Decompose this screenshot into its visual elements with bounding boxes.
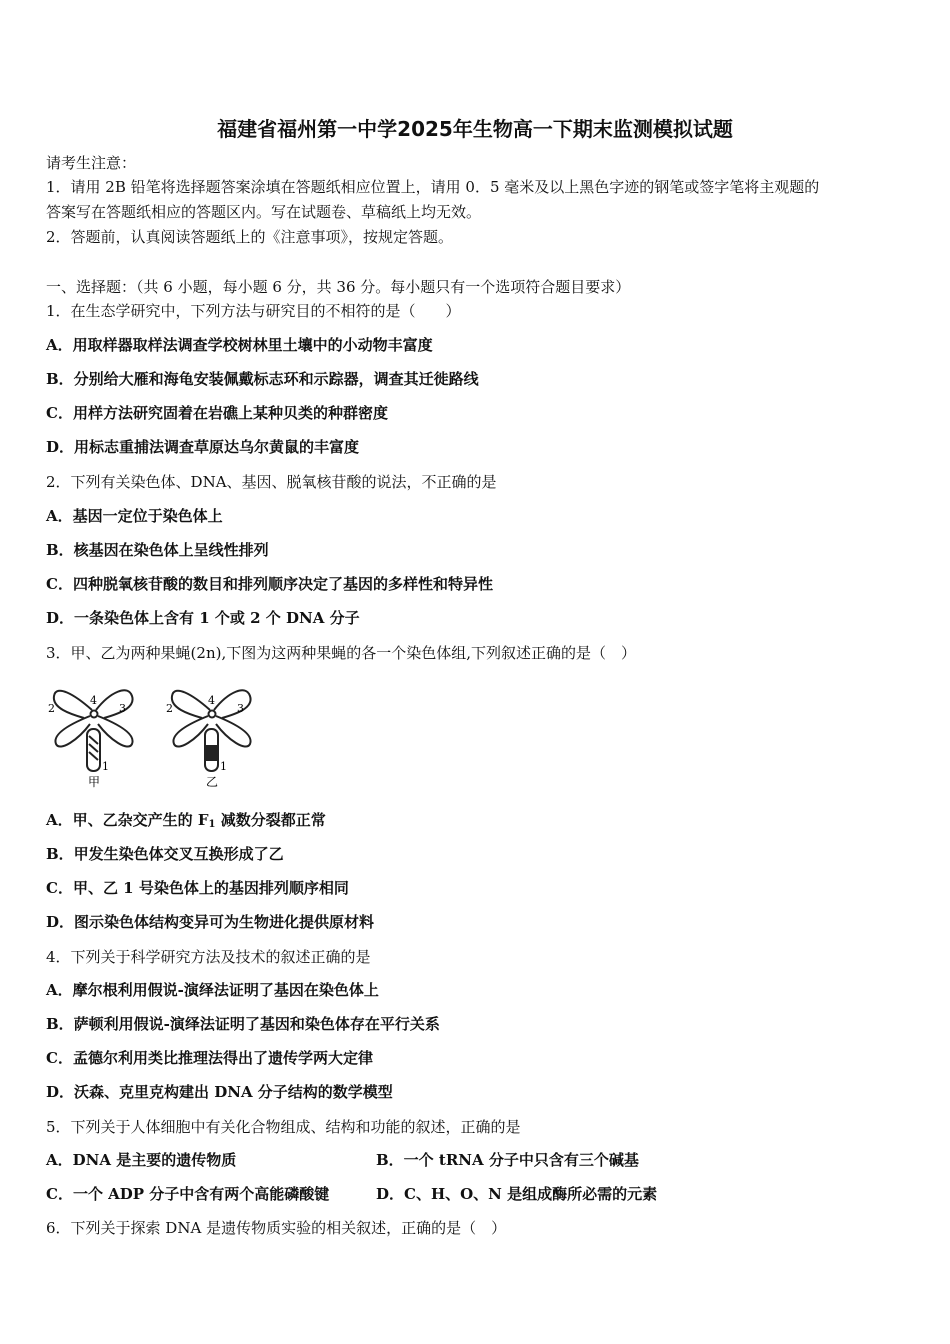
- question-1-option-b: B．分别给大雁和海龟安装佩戴标志环和示踪器，调查其迁徙路线: [46, 370, 479, 388]
- yi-label-2: 2: [166, 702, 173, 715]
- question-4-option-c: C．孟德尔利用类比推理法得出了遗传学两大定律: [46, 1049, 373, 1067]
- jia-chromosome-3b: [98, 716, 133, 747]
- question-3-option-c: C．甲、乙 1 号染色体上的基因排列顺序相同: [46, 879, 349, 897]
- chromosome-set-figure: [44, 674, 264, 794]
- question-3-option-b: B．甲发生染色体交叉互换形成了乙: [46, 845, 284, 863]
- question-3-option-d: D．图示染色体结构变异可为生物进化提供原材料: [46, 913, 375, 931]
- notice-item-1-line-1: 1．请用 2B 铅笔将选择题答案涂填在答题纸相应位置上，请用 0．5 毫米及以上黑色字迹的钢笔或签字笔将主观题的: [46, 178, 820, 196]
- yi-label-4: 4: [208, 694, 215, 707]
- question-4-option-b: B．萨顿利用假说-演绎法证明了基因和染色体存在平行关系: [46, 1015, 440, 1033]
- jia-chromosome-2b: [55, 716, 90, 747]
- question-5-option-d: D．C、H、O、N 是组成酶所必需的元素: [376, 1185, 658, 1203]
- question-4-option-a: A．摩尔根利用假说-演绎法证明了基因在染色体上: [46, 981, 379, 999]
- yi-label-3: 3: [237, 702, 244, 715]
- question-4-stem: 4．下列关于科学研究方法及技术的叙述正确的是: [46, 948, 371, 966]
- question-1-option-a: A．用取样器取样法调查学校树林里土壤中的小动物丰富度: [46, 336, 433, 354]
- notice-item-1-line-2: 答案写在答题纸相应的答题区内。写在试题卷、草稿纸上均无效。: [46, 203, 482, 221]
- question-5-option-a: A．DNA 是主要的遗传物质: [46, 1151, 237, 1169]
- jia-chromosome-3: [96, 690, 133, 718]
- yi-label-1: 1: [220, 760, 227, 773]
- question-2-option-c: C．四种脱氧核苷酸的数目和排列顺序决定了基因的多样性和特异性: [46, 575, 493, 593]
- jia-label-3: 3: [119, 702, 126, 715]
- page-title: 福建省福州第一中学2025年生物高一下期末监测模拟试题: [217, 117, 733, 141]
- question-5-stem: 5．下列关于人体细胞中有关化合物组成、结构和功能的叙述，正确的是: [46, 1118, 521, 1136]
- section-heading: 一、选择题：（共 6 小题，每小题 6 分，共 36 分。每小题只有一个选项符合题目要求）: [46, 278, 631, 296]
- jia-chromosome-2: [54, 691, 92, 718]
- question-2-option-d: D．一条染色体上含有 1 个或 2 个 DNA 分子: [46, 609, 360, 627]
- question-4-option-d: D．沃森、克里克构建出 DNA 分子结构的数学模型: [46, 1083, 393, 1101]
- jia-chromosome-1: [87, 729, 100, 771]
- question-1-option-d: D．用标志重捕法调查草原达乌尔黄鼠的丰富度: [46, 438, 360, 456]
- jia-chromosome-4: [91, 711, 98, 718]
- question-3-option-a: A．甲、乙杂交产生的 $F_1$ 减数分裂都正常: [46, 811, 326, 830]
- notice-heading: 请考生注意：: [46, 154, 137, 172]
- jia-label-4: 4: [90, 694, 97, 707]
- jia-caption: 甲: [88, 775, 101, 789]
- question-2-option-a: A．基因一定位于染色体上: [46, 507, 223, 525]
- yi-caption: 乙: [206, 775, 219, 789]
- question-6-stem: 6．下列关于探索 DNA 是遗传物质实验的相关叙述，正确的是（ ）: [46, 1219, 507, 1237]
- question-3-stem: 3．甲、乙为两种果蝇(2n),下图为这两种果蝇的各一个染色体组,下列叙述正确的是（ ）: [46, 644, 636, 662]
- jia-label-1: 1: [102, 760, 109, 773]
- question-5-option-c: C．一个 ADP 分子中含有两个高能磷酸键: [46, 1185, 330, 1203]
- question-5-option-b: B．一个 tRNA 分子中只含有三个碱基: [376, 1151, 639, 1169]
- jia-label-2: 2: [48, 702, 55, 715]
- question-1-option-c: C．用样方法研究固着在岩礁上某种贝类的种群密度: [46, 404, 388, 422]
- question-1-stem: 1．在生态学研究中，下列方法与研究目的不相符的是（ ）: [46, 302, 461, 320]
- notice-item-2: 2．答题前，认真阅读答题纸上的《注意事项》，按规定答题。: [46, 228, 454, 246]
- question-2-option-b: B．核基因在染色体上呈线性排列: [46, 541, 269, 559]
- question-2-stem: 2．下列有关染色体、DNA、基因、脱氧核苷酸的说法，不正确的是: [46, 473, 497, 491]
